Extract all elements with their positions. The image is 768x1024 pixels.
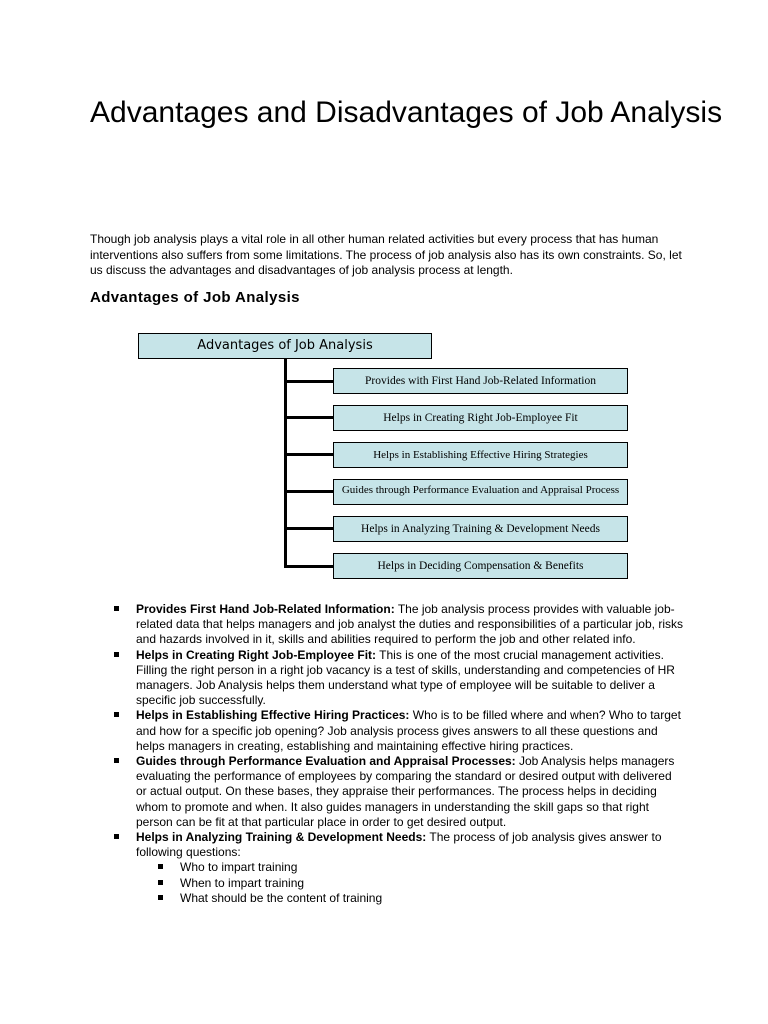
diagram-connector xyxy=(284,453,334,456)
diagram-connector xyxy=(284,380,334,383)
list-item xyxy=(114,708,684,754)
list-item xyxy=(114,830,684,906)
training-questions-list xyxy=(136,860,684,906)
square-bullet-icon xyxy=(158,864,163,869)
list-item-text: The job analysis process provides with valuable job-related data that helps managers and job analyst the duties and responsibilities of a particular job, risks and hazards involved in it, skills and abilities required to perform the job and other related info. xyxy=(136,602,683,647)
sub-list-item xyxy=(158,876,684,891)
square-bullet-icon xyxy=(114,652,119,657)
diagram-connector xyxy=(284,490,334,493)
diagram-item-box: Helps in Establishing Effective Hiring Strategies xyxy=(333,442,628,468)
list-item xyxy=(114,648,684,709)
page-title: Advantages and Disadvantages of Job Analysis xyxy=(90,96,723,129)
square-bullet-icon xyxy=(114,606,119,611)
sub-list-item-text: When to impart training xyxy=(180,875,305,890)
diagram-connector xyxy=(284,565,334,568)
diagram-item-box: Guides through Performance Evaluation and Appraisal Process xyxy=(333,479,628,505)
sub-list-item xyxy=(158,860,684,875)
diagram-connector xyxy=(284,416,334,419)
diagram-connector xyxy=(284,527,334,530)
list-item xyxy=(114,754,684,830)
list-item-title: Helps in Analyzing Training & Development Needs: xyxy=(136,830,427,845)
diagram-item-box: Helps in Deciding Compensation & Benefits xyxy=(333,553,628,579)
square-bullet-icon xyxy=(114,834,119,839)
list-item-text: The process of job analysis gives answer to following questions: xyxy=(136,830,662,860)
square-bullet-icon xyxy=(114,758,119,763)
list-item-text: Who is to be filled where and when? Who to target and how for a specific job opening? Job analysis process gives answers to all these questions and helps managers in creating, establishing and maintaining effective hiring practices. xyxy=(136,708,681,753)
square-bullet-icon xyxy=(158,880,163,885)
diagram-trunk-line xyxy=(284,358,287,568)
sub-list-item-text: What should be the content of training xyxy=(180,890,383,905)
diagram-item-box: Helps in Analyzing Training & Development Needs xyxy=(333,516,628,542)
square-bullet-icon xyxy=(158,895,163,900)
list-item-title: Guides through Performance Evaluation and Appraisal Processes: xyxy=(136,754,516,769)
diagram-item-box: Helps in Creating Right Job-Employee Fit xyxy=(333,405,628,431)
list-item-title: Helps in Establishing Effective Hiring Practices: xyxy=(136,708,410,723)
section-heading: Advantages of Job Analysis xyxy=(90,289,300,306)
sub-list-item-text: Who to impart training xyxy=(180,860,298,875)
sub-list-item xyxy=(158,891,684,906)
list-item-title: Helps in Creating Right Job-Employee Fit: xyxy=(136,647,377,662)
advantages-list xyxy=(114,602,684,906)
list-item xyxy=(114,602,684,648)
diagram-root-box: Advantages of Job Analysis xyxy=(138,333,432,359)
list-item-text: Job Analysis helps managers evaluating the performance of employees by comparing the standard or desired output with delivered or actual output. On these bases, they appraise their performances. The process helps in deciding whom to promote and when. It also guides managers in understanding the skill gaps so that right person can be fit at that particular place in order to get desired output. xyxy=(136,754,675,829)
list-item-text: This is one of the most crucial management activities. Filling the right person in a right job vacancy is a test of skills, understanding and competencies of HR managers. Job Analysis helps them understand what type of employee will be suitable to deliver a specific job successfully. xyxy=(136,647,675,708)
diagram-item-box: Provides with First Hand Job-Related Information xyxy=(333,368,628,394)
intro-paragraph: Though job analysis plays a vital role in all other human related activities but every process that has human interventions also suffers from some limitations. The process of job analysis also has its own constraints. So, let us discuss the advantages and disadvantages of job analysis process at length. xyxy=(90,232,682,277)
square-bullet-icon xyxy=(114,712,119,717)
list-item-title: Provides First Hand Job-Related Information: xyxy=(136,602,395,616)
